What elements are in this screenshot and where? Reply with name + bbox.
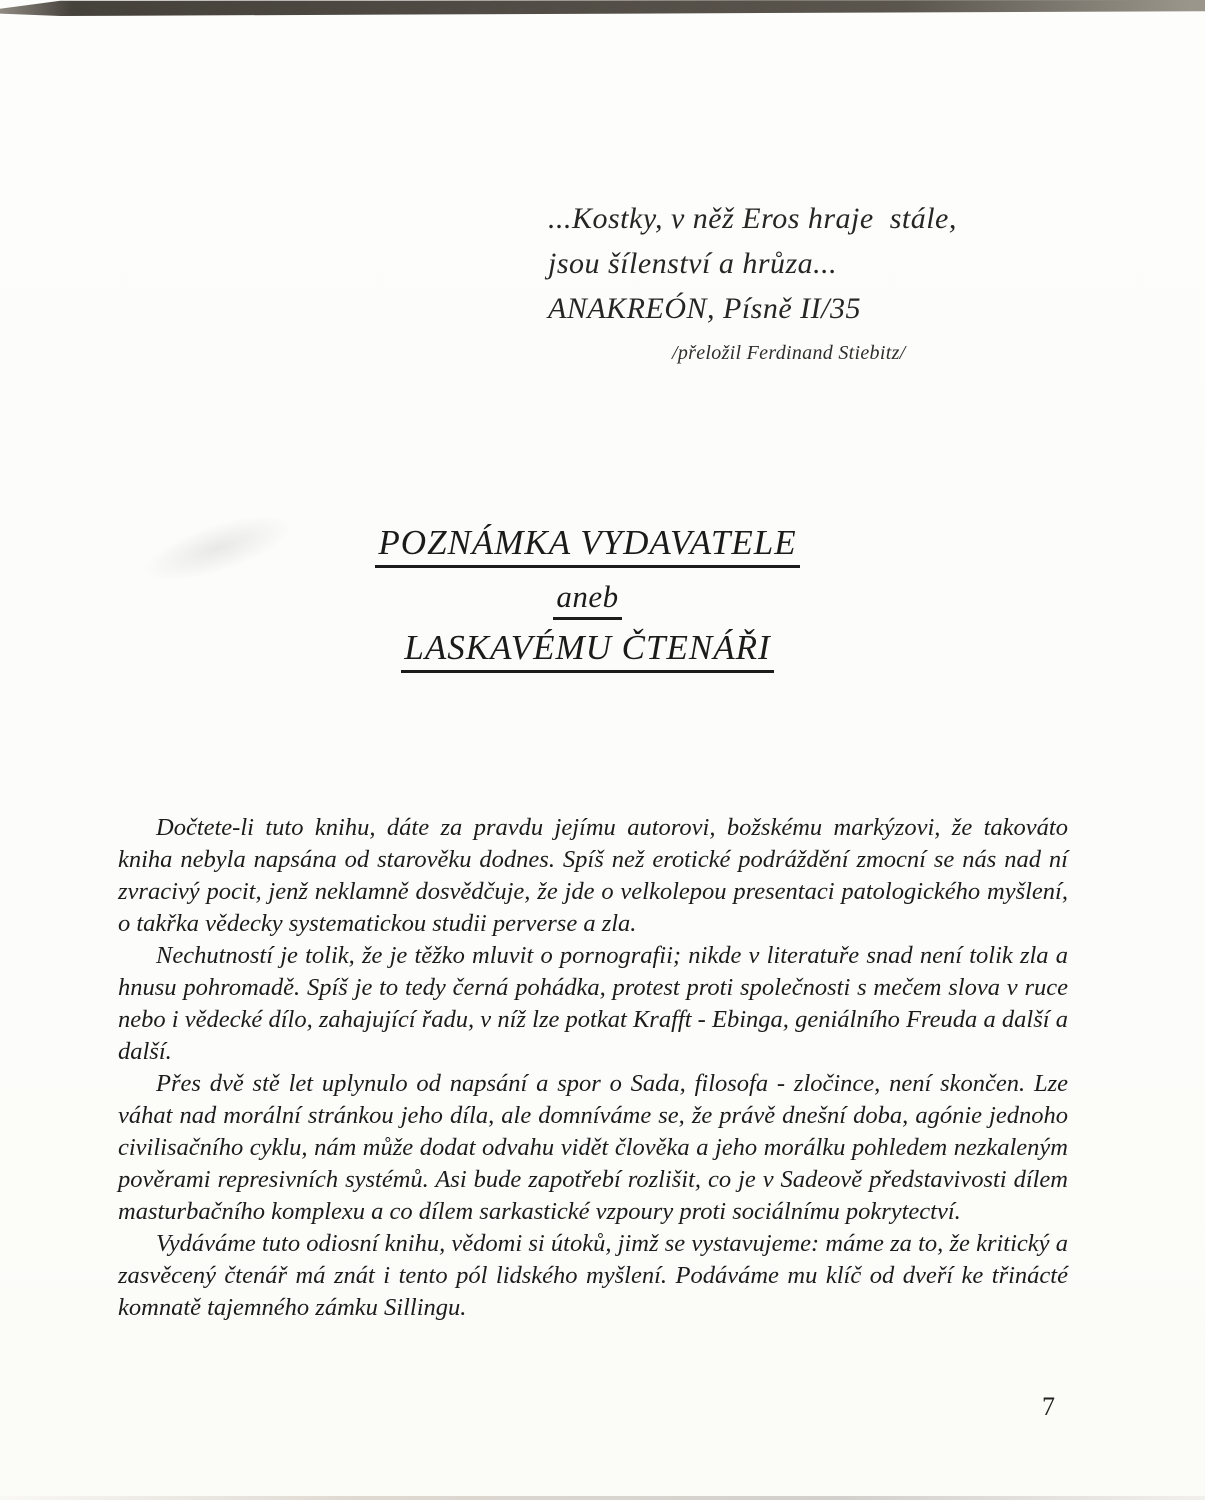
- heading-line-3: LASKAVÉMU ČTENÁŘI: [401, 629, 773, 673]
- page-number: 7: [1042, 1392, 1055, 1421]
- epigraph-line-3: ANAKREÓN, Písně II/35: [548, 292, 861, 325]
- epigraph: [548, 196, 957, 366]
- epigraph-line-1: ...Kostky, v něž Eros hraje stále,: [548, 202, 957, 235]
- heading-line-1: POZNÁMKA VYDAVATELE: [375, 524, 799, 568]
- scan-top-edge: [0, 0, 1205, 16]
- epigraph-line-2: jsou šílenství a hrůza...: [548, 247, 838, 280]
- paragraph-1: Dočtete-li tuto knihu, dáte za pravdu jejímu autorovi, božskému markýzovi, že takováto kniha nebyla napsána od starověku dodnes. Spíš než erotické podráždění zmocní se nás nad ní zvracivý pocit, jenž neklamně dosvědčuje, že jde o velkolepou presentaci patologického myšlení, o takřka vědecky systematickou studii perverse a zla.: [118, 814, 1068, 937]
- heading-line-2: aneb: [553, 581, 621, 620]
- scan-bottom-edge: [0, 1496, 1205, 1500]
- epigraph-attribution: /přeložil Ferdinand Stiebitz/: [672, 342, 906, 364]
- paragraph-2: Nechutností je tolik, že je těžko mluvit o pornografii; nikde v literatuře snad není tolik zla a hnusu pohromadě. Spíš je to tedy černá pohádka, protest proti společnosti s mečem slova v ruce nebo i vědecké dílo, zahajující řadu, v níž lze potkat Krafft - Ebinga, geniálního Freuda a další a další.: [118, 942, 1068, 1065]
- paragraph-3: Přes dvě stě let uplynulo od napsání a spor o Sada, filosofa - zločince, není skončen. Lze váhat nad morální stránkou jeho díla, ale domníváme se, že právě dnešní doba, agónie jednoho civilisačního cyklu, nám může dodat odvahu vidět člověka a jeho morálku pohledem nezkaleným pověrami represivních systémů. Asi bude zapotřebí rozlišit, co je v Sadeově představivosti dílem masturbačního komplexu a co dílem sarkastické vzpoury proti sociálnímu pokrytectví.: [118, 1070, 1068, 1225]
- paragraph-4: Vydáváme tuto odiosní knihu, vědomi si útoků, jimž se vystavujeme: máme za to, že kritický a zasvěcený čtenář má znát i tento pól lidského myšlení. Podáváme mu klíč od dveří ke třinácté komnatě tajemného zámku Sillingu.: [118, 1230, 1068, 1321]
- chapter-heading: [0, 524, 1175, 673]
- body-text: [118, 812, 1068, 1324]
